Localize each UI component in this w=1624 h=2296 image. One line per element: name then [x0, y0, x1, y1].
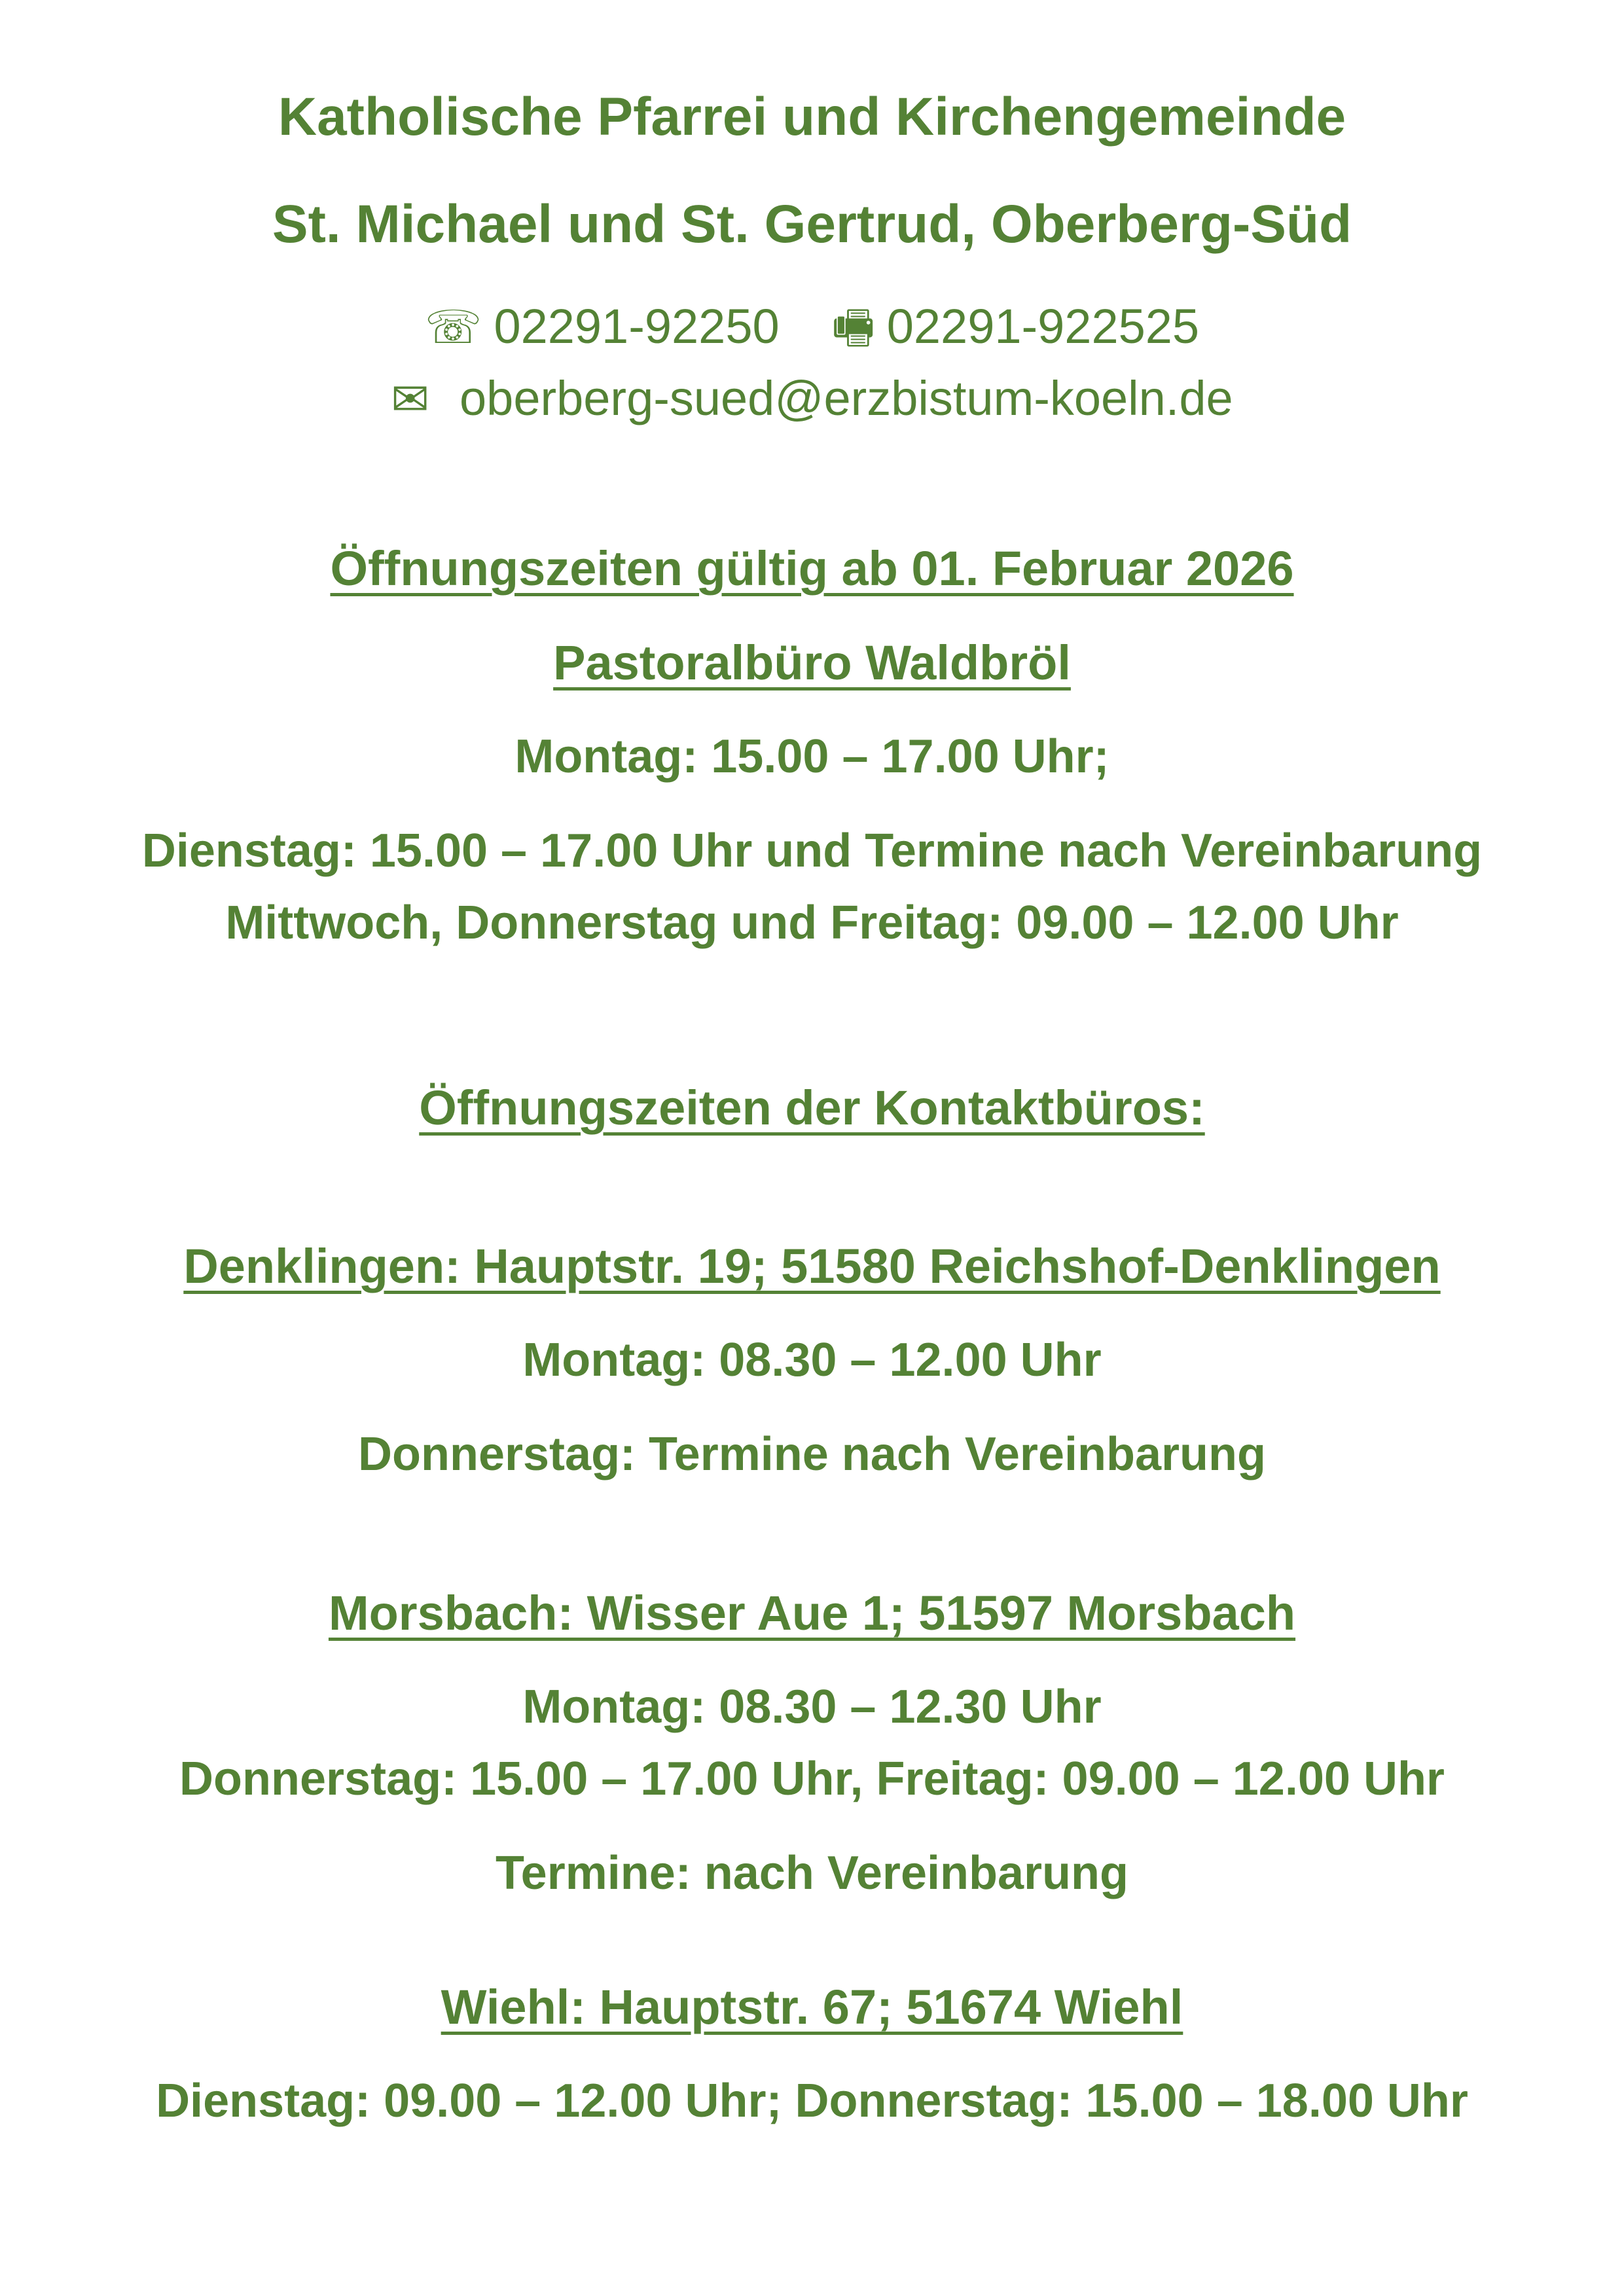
- denklingen-address: Denklingen: Hauptstr. 19; 51580 Reichshof-Denklingen: [183, 1239, 1441, 1293]
- denklingen-hours-thursday: Donnerstag: Termine nach Vereinbarung: [358, 1428, 1266, 1480]
- morsbach-hours-monday: Montag: 08.30 – 12.30 Uhr: [522, 1681, 1102, 1733]
- pastoral-hours-monday: Montag: 15.00 – 17.00 Uhr;: [514, 730, 1110, 783]
- pastoral-office-heading: Pastoralbüro Waldbröl: [553, 636, 1071, 690]
- fax-icon: 🖷: [831, 302, 875, 353]
- telephone-icon: ☏: [424, 302, 482, 353]
- parish-subtitle: St. Michael und St. Gertrud, Oberberg-Süd: [272, 194, 1352, 254]
- denklingen-hours-monday: Montag: 08.30 – 12.00 Uhr: [522, 1334, 1102, 1386]
- fax-number[interactable]: 02291-922525: [886, 299, 1200, 353]
- email-line: [0, 371, 1624, 425]
- pastoral-hours-wed-fri: Mittwoch, Donnerstag und Freitag: 09.00 – 12.00 Uhr: [225, 897, 1399, 949]
- wiehl-hours: Dienstag: 09.00 – 12.00 Uhr; Donnerstag: 15.00 – 18.00 Uhr: [156, 2075, 1468, 2127]
- morsbach-appointments: Termine: nach Vereinbarung: [496, 1847, 1128, 1899]
- parish-title: Katholische Pfarrei und Kirchengemeinde: [278, 87, 1346, 147]
- phone-fax-line: [0, 299, 1624, 353]
- pastoral-hours-tuesday: Dienstag: 15.00 – 17.00 Uhr und Termine nach Vereinbarung: [141, 825, 1483, 877]
- phone-number[interactable]: 02291-92250: [494, 299, 780, 353]
- email-address[interactable]: oberberg-sued@erzbistum-koeln.de: [460, 371, 1233, 425]
- envelope-icon: ✉: [391, 374, 430, 425]
- morsbach-hours-thu-fri: Donnerstag: 15.00 – 17.00 Uhr, Freitag: 09.00 – 12.00 Uhr: [179, 1753, 1445, 1805]
- morsbach-address: Morsbach: Wisser Aue 1; 51597 Morsbach: [328, 1586, 1296, 1640]
- opening-hours-heading: Öffnungszeiten gültig ab 01. Februar 2026: [330, 541, 1294, 596]
- contact-offices-heading: Öffnungszeiten der Kontaktbüros:: [419, 1081, 1205, 1135]
- wiehl-address: Wiehl: Hauptstr. 67; 51674 Wiehl: [441, 1980, 1183, 2034]
